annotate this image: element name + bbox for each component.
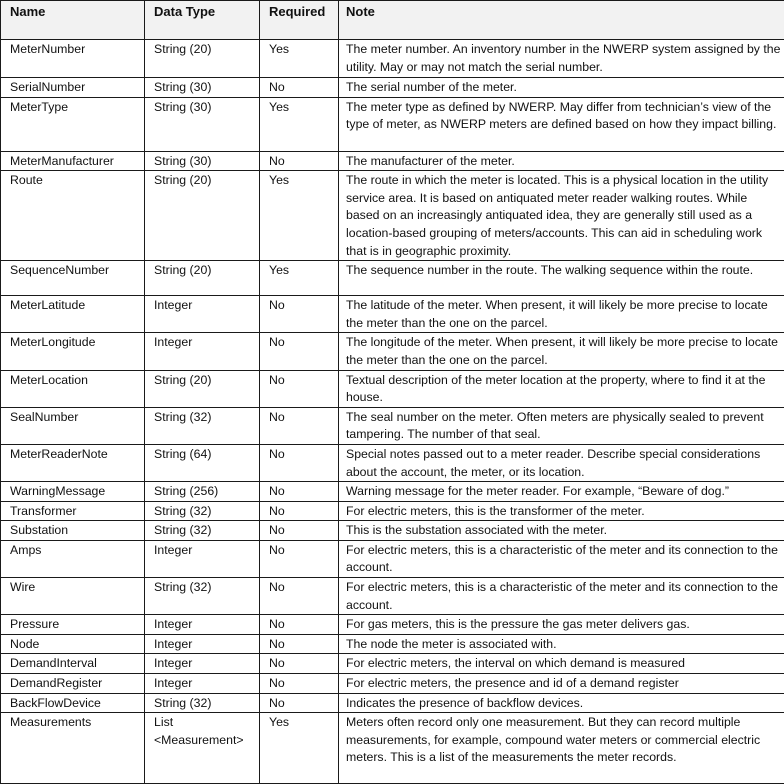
cell-required: No (260, 615, 339, 635)
cell-required: No (260, 78, 339, 98)
cell-data-type: Integer (145, 615, 260, 635)
cell-name: DemandInterval (1, 654, 145, 674)
cell-note: The meter type as defined by NWERP. May differ from technician’s view of the type of meter, as NWERP meters are defined based on how they impact billing. (339, 97, 784, 151)
table-row (1, 407, 784, 444)
cell-note: Indicates the presence of backflow devices. (339, 693, 784, 713)
cell-required: Yes (260, 171, 339, 261)
cell-name: WarningMessage (1, 482, 145, 502)
column-header-required: Required (260, 1, 339, 40)
cell-name: MeterLocation (1, 370, 145, 407)
cell-name: MeterType (1, 97, 145, 151)
cell-name: Substation (1, 521, 145, 541)
cell-data-type: String (32) (145, 407, 260, 444)
cell-data-type: String (32) (145, 521, 260, 541)
cell-note: Textual description of the meter location at the property, where to find it at the house. (339, 370, 784, 407)
cell-data-type: String (32) (145, 501, 260, 521)
column-header-note: Note (339, 1, 784, 40)
cell-required: No (260, 296, 339, 333)
cell-required: No (260, 444, 339, 481)
cell-required: No (260, 693, 339, 713)
table-row (1, 151, 784, 171)
cell-note: The meter number. An inventory number in the NWERP system assigned by the utility. May or may not match the serial number. (339, 40, 784, 78)
cell-note: The sequence number in the route. The walking sequence within the route. (339, 261, 784, 296)
cell-name: Route (1, 171, 145, 261)
cell-required: Yes (260, 97, 339, 151)
cell-name: DemandRegister (1, 674, 145, 694)
cell-required: No (260, 370, 339, 407)
table-row (1, 482, 784, 502)
table-row (1, 615, 784, 635)
cell-data-type: String (32) (145, 693, 260, 713)
cell-note: Warning message for the meter reader. For example, “Beware of dog.” (339, 482, 784, 502)
cell-note: Meters often record only one measurement. But they can record multiple measurements, for example, compound water meters or commercial electric meters. This is a list of the measurements the meter records. (339, 713, 784, 784)
cell-name: Wire (1, 578, 145, 615)
cell-name: MeterLatitude (1, 296, 145, 333)
cell-required: No (260, 151, 339, 171)
cell-note: The seal number on the meter. Often meters are physically sealed to prevent tampering. The number of that seal. (339, 407, 784, 444)
cell-name: Measurements (1, 713, 145, 784)
cell-note: This is the substation associated with the meter. (339, 521, 784, 541)
table-row (1, 333, 784, 370)
cell-data-type: Integer (145, 540, 260, 577)
cell-name: SerialNumber (1, 78, 145, 98)
cell-note: For electric meters, this is the transformer of the meter. (339, 501, 784, 521)
cell-data-type: String (64) (145, 444, 260, 481)
cell-data-type: Integer (145, 634, 260, 654)
cell-note: For gas meters, this is the pressure the gas meter delivers gas. (339, 615, 784, 635)
cell-name: Transformer (1, 501, 145, 521)
table-row (1, 296, 784, 333)
cell-data-type: String (30) (145, 78, 260, 98)
table-row (1, 78, 784, 98)
table-row (1, 370, 784, 407)
table-row (1, 501, 784, 521)
cell-data-type: Integer (145, 654, 260, 674)
cell-name: Node (1, 634, 145, 654)
cell-note: For electric meters, this is a characteristic of the meter and its connection to the account. (339, 540, 784, 577)
cell-data-type: Integer (145, 333, 260, 370)
table-row (1, 634, 784, 654)
cell-note: The node the meter is associated with. (339, 634, 784, 654)
table-row (1, 261, 784, 296)
cell-name: Pressure (1, 615, 145, 635)
cell-data-type: Integer (145, 674, 260, 694)
cell-required: No (260, 674, 339, 694)
cell-required: Yes (260, 261, 339, 296)
table-row (1, 578, 784, 615)
cell-required: Yes (260, 40, 339, 78)
cell-name: MeterReaderNote (1, 444, 145, 481)
table-row (1, 693, 784, 713)
cell-name: MeterLongitude (1, 333, 145, 370)
table-row (1, 713, 784, 784)
cell-note: Special notes passed out to a meter reader. Describe special considerations about the account, the meter, or its location. (339, 444, 784, 481)
cell-required: No (260, 634, 339, 654)
cell-data-type: String (20) (145, 40, 260, 78)
cell-data-type: String (20) (145, 171, 260, 261)
cell-data-type: List <Measurement> (145, 713, 260, 784)
cell-required: No (260, 540, 339, 577)
cell-name: Amps (1, 540, 145, 577)
table-row (1, 654, 784, 674)
table-row (1, 171, 784, 261)
table-row (1, 674, 784, 694)
cell-required: Yes (260, 713, 339, 784)
cell-note: For electric meters, this is a characteristic of the meter and its connection to the account. (339, 578, 784, 615)
cell-required: No (260, 407, 339, 444)
cell-required: No (260, 654, 339, 674)
cell-note: For electric meters, the presence and id of a demand register (339, 674, 784, 694)
table-row (1, 40, 784, 78)
table-header-row (1, 1, 784, 40)
cell-required: No (260, 521, 339, 541)
cell-data-type: String (20) (145, 261, 260, 296)
cell-required: No (260, 578, 339, 615)
cell-note: The latitude of the meter. When present, it will likely be more precise to locate the meter than the one on the parcel. (339, 296, 784, 333)
cell-data-type: String (30) (145, 97, 260, 151)
cell-note: The route in which the meter is located. This is a physical location in the utility service area. It is based on antiquated meter reader walking routes. While based on an increasingly antiquated idea, they are generally still used as a location-based grouping of meters/accounts. This can aid in scheduling work that is in geographic proximity. (339, 171, 784, 261)
cell-note: The serial number of the meter. (339, 78, 784, 98)
cell-name: MeterManufacturer (1, 151, 145, 171)
cell-name: SealNumber (1, 407, 145, 444)
column-header-data-type: Data Type (145, 1, 260, 40)
cell-required: No (260, 482, 339, 502)
table-body (1, 40, 784, 784)
cell-data-type: String (256) (145, 482, 260, 502)
cell-name: MeterNumber (1, 40, 145, 78)
cell-name: BackFlowDevice (1, 693, 145, 713)
cell-data-type: String (20) (145, 370, 260, 407)
table-row (1, 444, 784, 481)
cell-note: The longitude of the meter. When present, it will likely be more precise to locate the meter than the one on the parcel. (339, 333, 784, 370)
cell-data-type: String (32) (145, 578, 260, 615)
cell-data-type: String (30) (145, 151, 260, 171)
cell-note: The manufacturer of the meter. (339, 151, 784, 171)
table-row (1, 97, 784, 151)
cell-data-type: Integer (145, 296, 260, 333)
cell-name: SequenceNumber (1, 261, 145, 296)
column-header-name: Name (1, 1, 145, 40)
cell-note: For electric meters, the interval on which demand is measured (339, 654, 784, 674)
cell-required: No (260, 333, 339, 370)
table-row (1, 540, 784, 577)
table-row (1, 521, 784, 541)
cell-required: No (260, 501, 339, 521)
